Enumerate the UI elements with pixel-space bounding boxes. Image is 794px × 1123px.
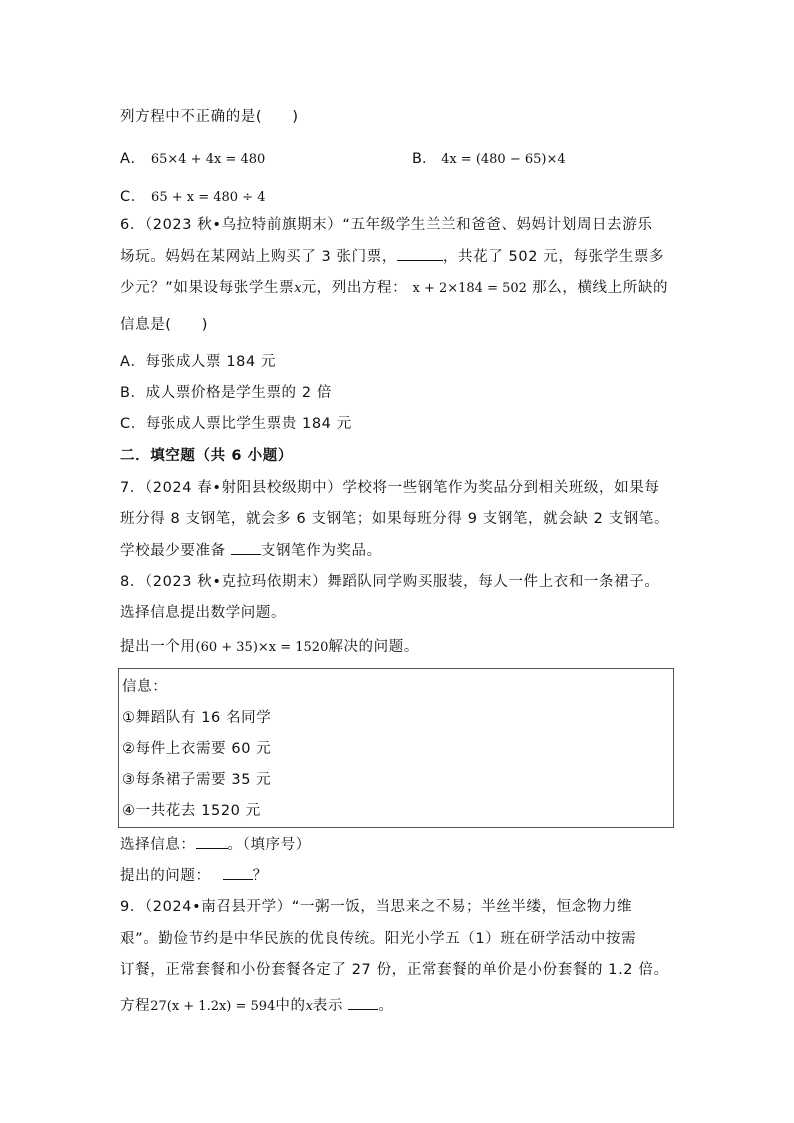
q6-equation: x + 2×184 = 502 xyxy=(412,281,527,296)
q7-line-1: 7．（2024 春•射阳县校级期中）学校将一些钢笔作为奖品分到相关班级，如果每 xyxy=(120,480,660,496)
q9-line-3: 订餐，正常套餐和小份套餐各定了 27 份，正常套餐的单价是小份套餐的 1.2 倍。 xyxy=(120,962,669,978)
q6-line-1: 6．（2023 秋•乌拉特前旗期末）“五年级学生兰兰和爸爸、妈妈计划周日去游乐 xyxy=(120,217,653,233)
q6-line-3 xyxy=(120,278,668,299)
q6-line-3-b: 元，列出方程： xyxy=(301,280,408,296)
q8-ask-suffix: ？ xyxy=(252,868,268,884)
q7-line-3-a: 学校最少要准备 xyxy=(120,543,231,559)
q6-line-2-a: 场玩。妈妈在某网站上购买了 3 张门票， xyxy=(120,249,397,265)
q8-info-item: ②每件上衣需要 60 元 xyxy=(122,741,272,757)
q8-info-title: 信息： xyxy=(122,679,168,695)
q8-line-2: 选择信息提出数学问题。 xyxy=(120,605,287,621)
q9-blank[interactable] xyxy=(348,995,378,1010)
q7-line-3-b: 支钢笔作为奖品。 xyxy=(260,543,382,559)
q8-ask-label: 提出的问题： xyxy=(120,868,211,884)
q8-select-label: 选择信息： xyxy=(120,837,196,853)
q9-line-4-a: 方程 xyxy=(120,998,151,1014)
q6-line-2-b: ，共花了 502 元，每张学生票多 xyxy=(442,249,665,265)
q9-line-2: 艰”。勤俭节约是中华民族的优良传统。阳光小学五（1）班在研学活动中按需 xyxy=(120,931,637,947)
q8-info-item: ③每条裙子需要 35 元 xyxy=(122,772,272,788)
q8-info-box xyxy=(118,668,674,828)
q6-line-3-c: 那么，横线上所缺的 xyxy=(532,280,669,296)
section-heading-fill-in: 二．填空题（共 6 小题） xyxy=(120,448,293,464)
q5-option-c-label: C． xyxy=(120,189,146,205)
q6-option-a[interactable]: A．每张成人票 184 元 xyxy=(120,354,277,370)
q8-ask-blank[interactable] xyxy=(223,865,253,880)
q8-select-suffix: 。（填序号） xyxy=(227,837,311,853)
q5-option-b[interactable] xyxy=(412,149,566,170)
q8-select-blank[interactable] xyxy=(196,834,228,849)
q5-option-c-equation: 65 + x = 480 ÷ 4 xyxy=(151,190,266,205)
q9-line-4 xyxy=(120,995,393,1017)
q5-option-a-label: A． xyxy=(120,151,146,167)
q7-blank[interactable] xyxy=(231,540,261,555)
q7-line-2: 班分得 8 支钢笔，就会多 6 支钢笔；如果每班分得 9 支钢笔，就会缺 2 支钢笔。 xyxy=(120,511,670,527)
q5-stem: 列方程中不正确的是( ) xyxy=(120,109,299,125)
q6-option-b[interactable]: B．成人票价格是学生票的 2 倍 xyxy=(120,385,332,401)
q5-option-a-equation: 65×4 + 4x = 480 xyxy=(150,152,266,167)
q8-line-3-a: 提出一个用 xyxy=(120,639,196,655)
q8-line-3 xyxy=(120,637,419,658)
q6-blank[interactable] xyxy=(397,246,443,261)
q9-variable: x xyxy=(305,999,313,1014)
q5-option-c[interactable] xyxy=(120,187,265,208)
q9-line-4-b: 中的 xyxy=(275,998,306,1014)
q6-variable: x xyxy=(294,281,302,296)
q8-select-info xyxy=(120,834,311,855)
q6-line-3-a: 少元？”如果设每张学生票 xyxy=(120,280,295,296)
q6-line-2 xyxy=(120,246,664,267)
q5-option-a[interactable] xyxy=(120,149,265,170)
q7-line-3 xyxy=(120,540,382,561)
q5-option-b-label: B． xyxy=(412,151,437,167)
q8-ask-question xyxy=(120,865,268,886)
q8-equation: (60 + 35)×x = 1520 xyxy=(195,640,329,655)
q9-line-4-c: 表示 xyxy=(312,998,349,1014)
q9-line-4-d: 。 xyxy=(378,998,394,1014)
q5-option-b-equation: 4x = (480 − 65)×4 xyxy=(441,152,566,167)
q6-line-4: 信息是( ) xyxy=(120,317,209,333)
q8-info-item: ④一共花去 1520 元 xyxy=(122,803,261,819)
q9-line-1: 9．（2024•南召县开学）“一粥一饭，当思来之不易；半丝半缕，恒念物力维 xyxy=(120,899,633,915)
q8-line-3-b: 解决的问题。 xyxy=(328,639,419,655)
q9-equation: 27(x + 1.2x) = 594 xyxy=(150,999,276,1014)
q6-option-c[interactable]: C．每张成人票比学生票贵 184 元 xyxy=(120,416,352,432)
q8-line-1: 8．（2023 秋•克拉玛依期末）舞蹈队同学购买服装，每人一件上衣和一条裙子。 xyxy=(120,574,660,590)
q8-info-item: ①舞蹈队有 16 名同学 xyxy=(122,710,272,726)
